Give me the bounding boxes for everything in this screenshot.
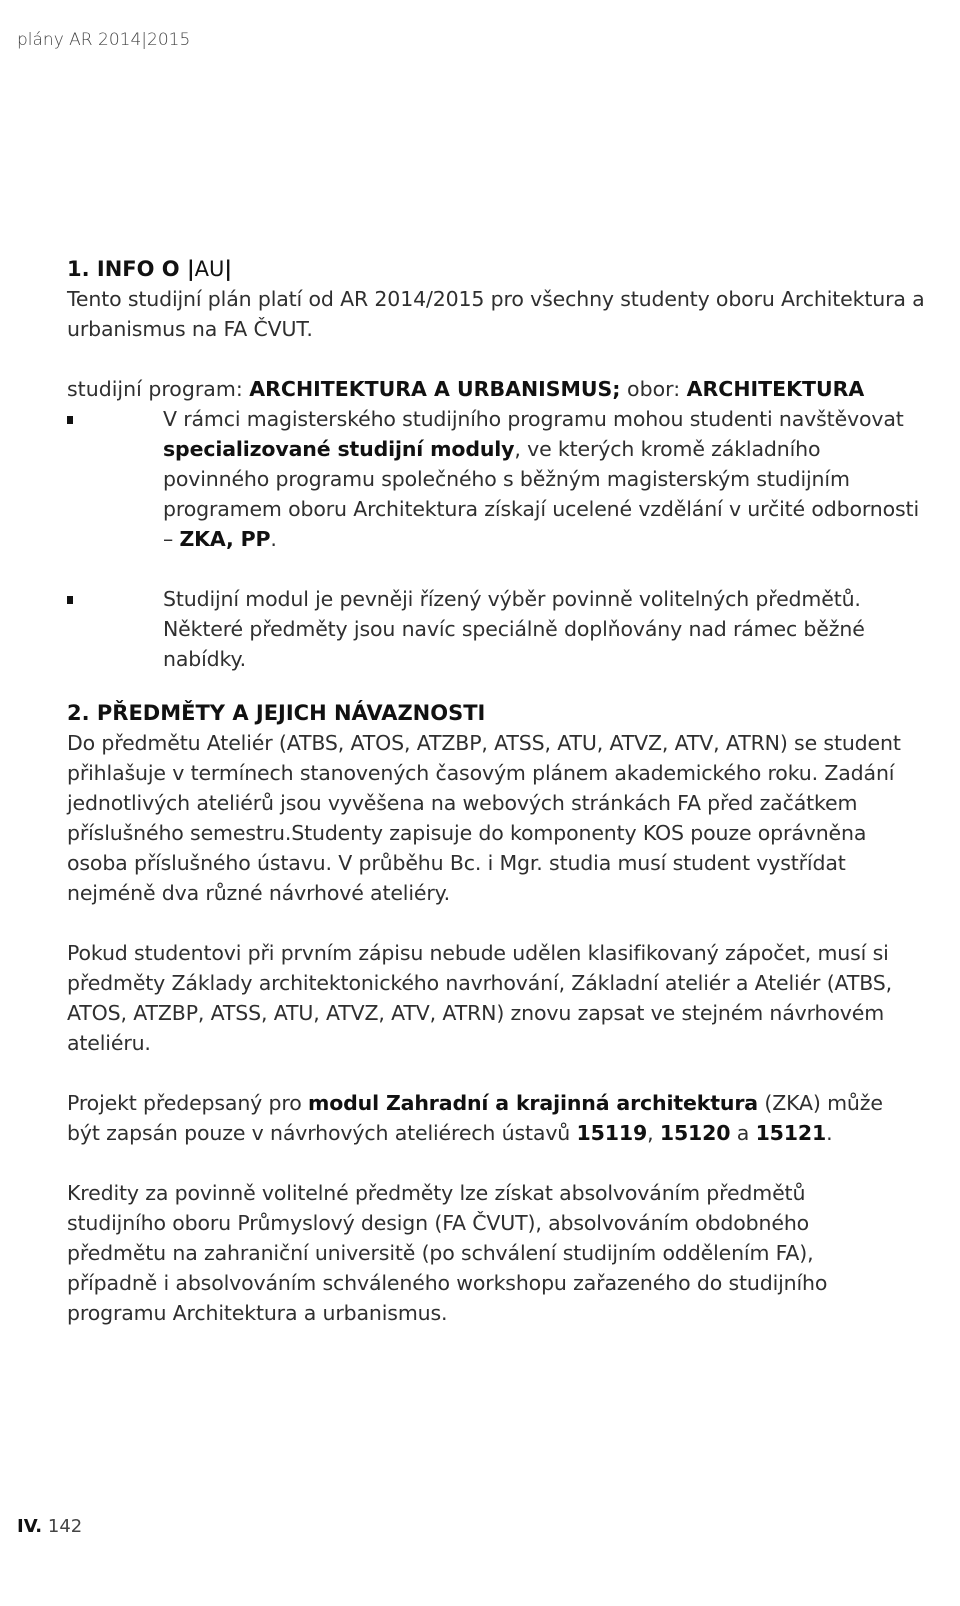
institute-number: 15121 bbox=[755, 1121, 827, 1145]
running-header: plány AR 2014|2015 bbox=[17, 30, 191, 50]
bullet-text: Studijní modul je pevněji řízený výběr povinně volitelných předmětů. Některé předměty jsou navíc speciálně doplňovány nad rámec běžné nabídky. bbox=[163, 587, 865, 671]
bullet-text-part: V rámci magisterského studijního programu mohou studenti navštěvovat bbox=[163, 407, 904, 431]
main-content bbox=[67, 254, 947, 1328]
institute-number: 15119 bbox=[576, 1121, 648, 1145]
bullet-text-part: , ve kterých kromě základního povinného programu společného s běžným magisterským studijním programem oboru Architektura získají ucelené vzdělání v určité odbornosti – bbox=[163, 437, 919, 551]
paragraph-text-part: Projekt předepsaný pro bbox=[67, 1091, 308, 1115]
section-2-paragraph-3 bbox=[67, 1088, 897, 1148]
institute-number: 15120 bbox=[659, 1121, 731, 1145]
program-label: studijní program: bbox=[67, 377, 250, 401]
program-line bbox=[67, 374, 947, 404]
section-2-heading: 2. PŘEDMĚTY A JEJICH NÁVAZNOSTI bbox=[67, 701, 486, 725]
paragraph-text-part: (ZKA) může být zapsán pouze v návrhových ateliérech ústavů bbox=[67, 1091, 883, 1145]
bullet-item-modules bbox=[67, 404, 923, 554]
bullet-bold-modules: specializované studijní moduly bbox=[163, 437, 515, 461]
section-2-paragraph-2: Pokud studentovi při prvním zápisu nebude udělen klasifikovaný zápočet, musí si předměty Základy architektonického navrhování, Základní ateliér a Ateliér (ATBS, ATOS, ATZBP, ATSS, ATU, ATVZ, ATV, ATRN) znovu zapsat ve stejném návrhovém ateliéru. bbox=[67, 941, 892, 1055]
section-1-title: 1. INFO O bbox=[67, 257, 187, 281]
field-value: ARCHITEKTURA bbox=[686, 377, 865, 401]
section-2-paragraph-4: Kredity za povinně volitelné předměty lze získat absolvováním předmětů studijního oboru Průmyslový design (FA ČVUT), absolvováním obdobného předmětu na zahraniční universitě (po schválení studijním oddělením FA), případně i absolvováním schváleného workshopu zařazeného do studijního programu Architektura a urbanismus. bbox=[67, 1181, 828, 1325]
footer-page-number: 142 bbox=[42, 1516, 83, 1537]
section-2-paragraph-1: Do předmětu Ateliér (ATBS, ATOS, ATZBP, ATSS, ATU, ATVZ, ATV, ATRN) se student přihlašuje v termínech stanovených časovým plánem akademického roku. Zadání jednotlivých ateliérů jsou vyvěšena na webových stránkách FA před začátkem příslušného semestru.Studenty zapisuje do komponenty KOS pouze oprávněna osoba příslušného ústavu. V průběhu Bc. i Mgr. studia musí student vystřídat nejméně dva různé návrhové ateliéry. bbox=[67, 731, 901, 905]
paragraph-text-part: a bbox=[730, 1121, 756, 1145]
footer-chapter: IV. bbox=[17, 1516, 43, 1537]
bullet-text bbox=[163, 404, 923, 554]
bullet-marker-icon bbox=[67, 596, 73, 604]
module-name: modul Zahradní a krajinná architektura bbox=[307, 1091, 758, 1115]
bullet-list bbox=[67, 404, 947, 674]
title-bar-left: | bbox=[186, 257, 195, 281]
bullet-marker-icon bbox=[67, 416, 73, 424]
title-abbr: AU bbox=[194, 257, 225, 281]
bullet-text-part: . bbox=[270, 527, 277, 551]
bullet-item-module-definition bbox=[67, 584, 923, 674]
title-bar-right: | bbox=[224, 257, 233, 281]
program-value: ARCHITEKTURA A URBANISMUS; bbox=[249, 377, 621, 401]
section-1-heading bbox=[67, 254, 947, 284]
section-1-intro: Tento studijní plán platí od AR 2014/2015 pro všechny studenty oboru Architektura a urbanismus na FA ČVUT. bbox=[67, 287, 925, 341]
bullet-bold-codes: ZKA, PP bbox=[179, 527, 271, 551]
paragraph-text-part: , bbox=[647, 1121, 660, 1145]
field-label: obor: bbox=[620, 377, 687, 401]
page-footer bbox=[17, 1516, 82, 1537]
paragraph-text-part: . bbox=[826, 1121, 833, 1145]
